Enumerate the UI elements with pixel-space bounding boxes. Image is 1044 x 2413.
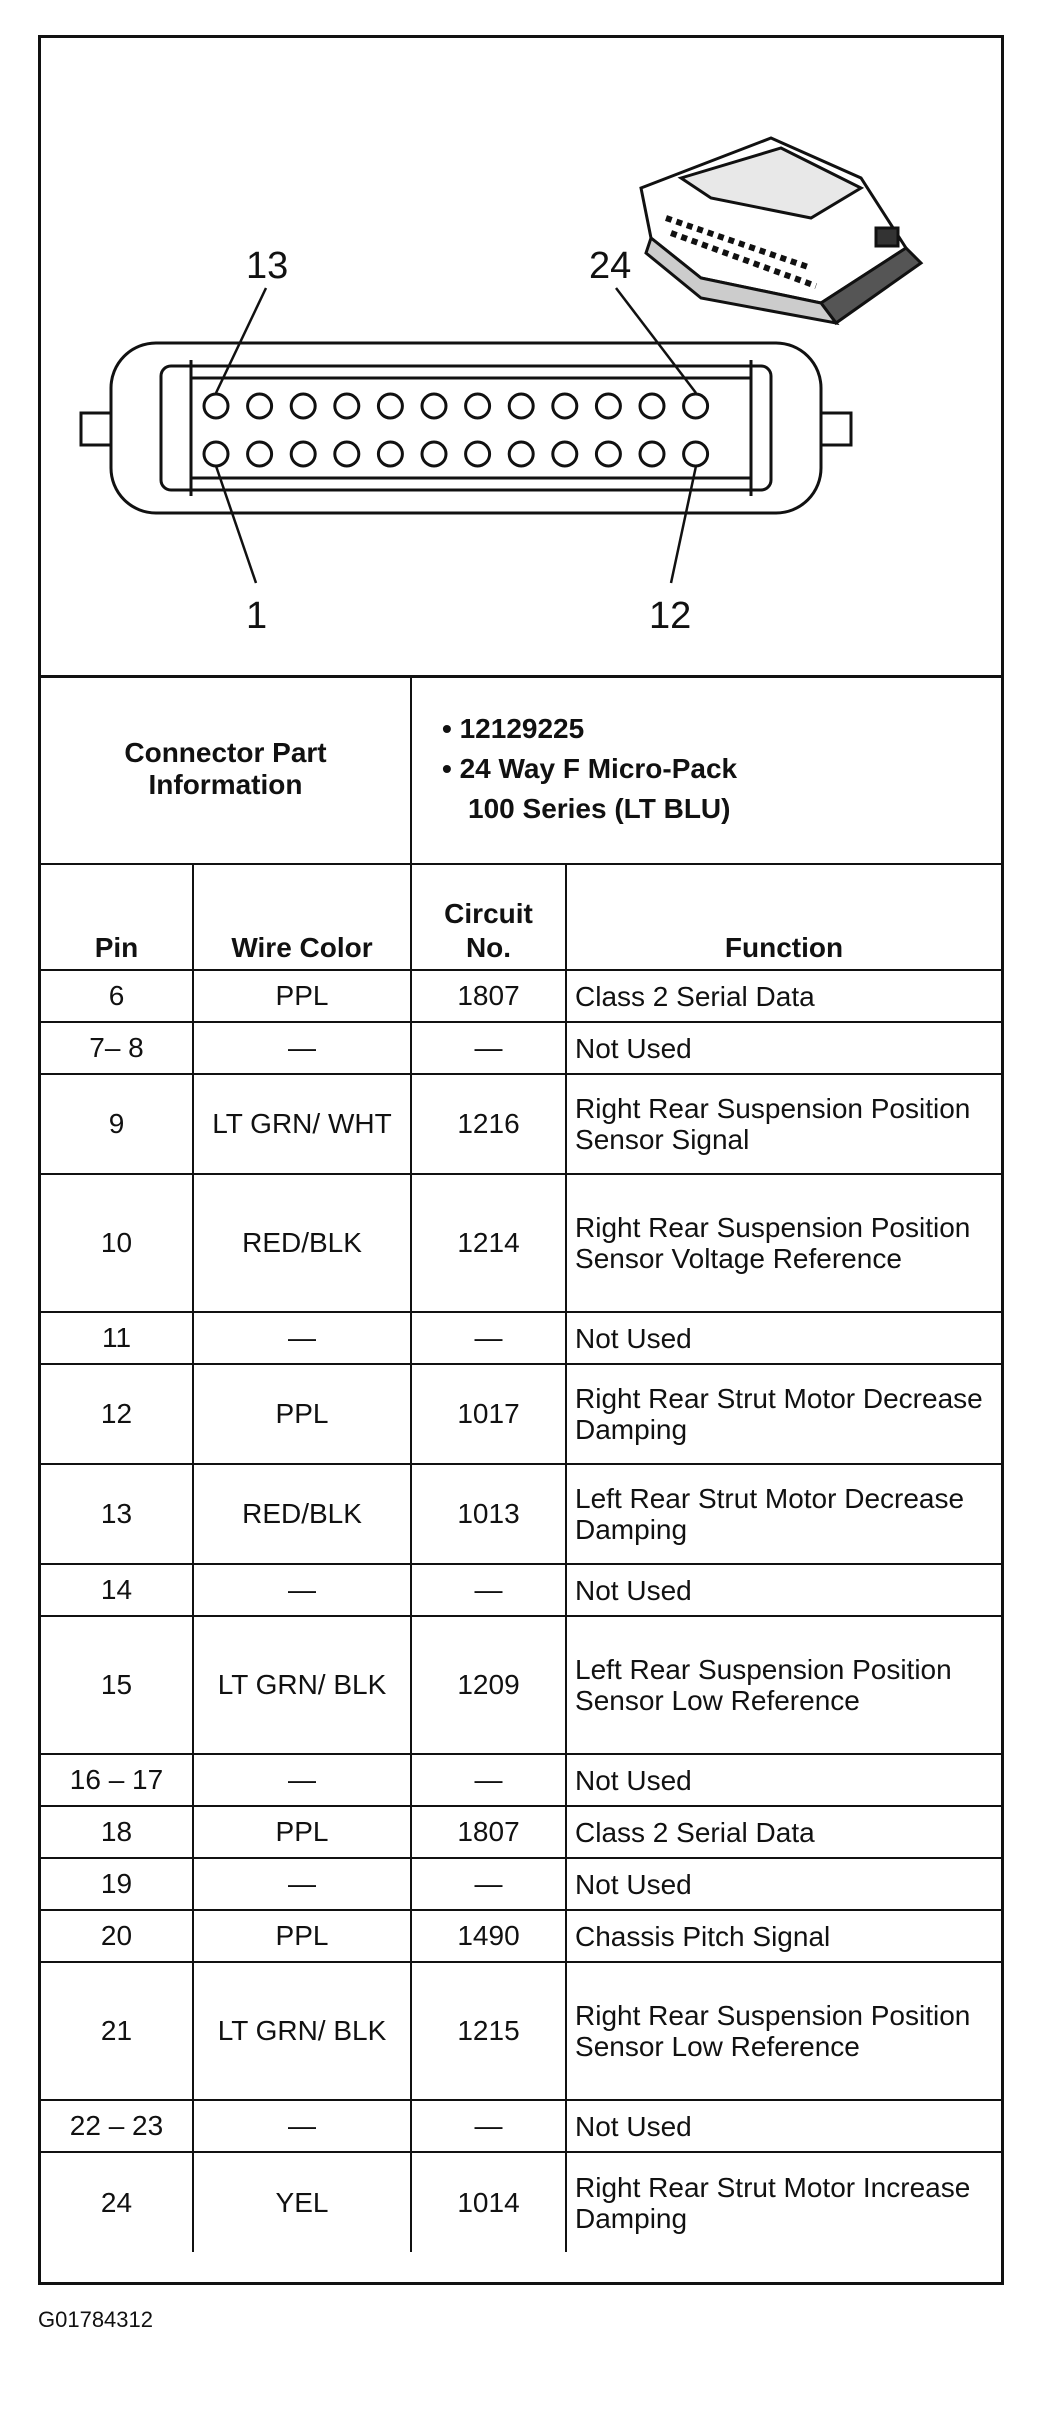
table-row [41, 1962, 1001, 2100]
wire-color-cell: PPL [193, 1364, 411, 1464]
function-cell: Not Used [566, 1022, 1001, 1074]
function-cell: Left Rear Suspension Position Sensor Low Reference [566, 1616, 1001, 1754]
function-cell: Class 2 Serial Data [566, 970, 1001, 1022]
table-row [41, 970, 1001, 1022]
wire-color-cell: YEL [193, 2152, 411, 2252]
table-row [41, 1616, 1001, 1754]
header-wire-color: Wire Color [193, 864, 411, 970]
table-row [41, 1464, 1001, 1564]
table-row [41, 2100, 1001, 2152]
circuit-cell: — [411, 1312, 566, 1364]
connector-face-drawing [41, 38, 1001, 678]
header-circuit-no: Circuit No. [411, 864, 566, 970]
connector-thumbnail-illustration [641, 138, 921, 323]
pin-hole [596, 442, 620, 466]
table-row [41, 1564, 1001, 1616]
connector-sheet [38, 35, 1004, 2285]
wire-color-cell: PPL [193, 1910, 411, 1962]
function-cell: Right Rear Strut Motor Decrease Damping [566, 1364, 1001, 1464]
pin-hole [335, 394, 359, 418]
pin-hole [640, 442, 664, 466]
table-row [41, 1754, 1001, 1806]
pin-cell: 24 [41, 2152, 193, 2252]
wire-color-cell: RED/BLK [193, 1464, 411, 1564]
table-row [41, 1806, 1001, 1858]
pin-cell: 20 [41, 1910, 193, 1962]
pin-hole [509, 442, 533, 466]
pin-hole [291, 394, 315, 418]
connector-info-values [411, 675, 1001, 864]
function-cell: Not Used [566, 2100, 1001, 2152]
pin-hole [466, 394, 490, 418]
function-cell: Right Rear Strut Motor Increase Damping [566, 2152, 1001, 2252]
function-cell: Class 2 Serial Data [566, 1806, 1001, 1858]
pin-cell: 14 [41, 1564, 193, 1616]
wire-color-cell: PPL [193, 970, 411, 1022]
circuit-cell: — [411, 2100, 566, 2152]
wire-color-cell: LT GRN/ BLK [193, 1616, 411, 1754]
table-row [41, 1910, 1001, 1962]
circuit-cell: 1209 [411, 1616, 566, 1754]
table-row [41, 2152, 1001, 2252]
pin-hole [466, 442, 490, 466]
table-row [41, 1858, 1001, 1910]
wire-color-cell: RED/BLK [193, 1174, 411, 1312]
pin-hole [204, 442, 228, 466]
pin-hole [422, 442, 446, 466]
circuit-cell: 1215 [411, 1962, 566, 2100]
function-cell: Not Used [566, 1754, 1001, 1806]
wire-color-cell: LT GRN/ WHT [193, 1074, 411, 1174]
pin-hole [204, 394, 228, 418]
connector-diagram [41, 38, 1001, 678]
function-cell: Right Rear Suspension Position Sensor Signal [566, 1074, 1001, 1174]
circuit-cell: 1807 [411, 1806, 566, 1858]
function-cell: Right Rear Suspension Position Sensor Voltage Reference [566, 1174, 1001, 1312]
circuit-cell: 1017 [411, 1364, 566, 1464]
circuit-cell: 1490 [411, 1910, 566, 1962]
connector-face-outline [81, 343, 851, 513]
header-pin: Pin [41, 864, 193, 970]
pin-leader-lines [216, 288, 696, 583]
wire-color-cell: — [193, 1312, 411, 1364]
wire-color-cell: — [193, 1022, 411, 1074]
pin-hole [640, 394, 664, 418]
circuit-cell: — [411, 1858, 566, 1910]
figure-code: G01784312 [38, 2307, 153, 2332]
connector-info-row [41, 675, 1001, 864]
pin-holes [204, 394, 708, 466]
wire-color-cell: — [193, 1754, 411, 1806]
circuit-cell: 1014 [411, 2152, 566, 2252]
function-cell: Right Rear Suspension Position Sensor Low Reference [566, 1962, 1001, 2100]
table-row [41, 1364, 1001, 1464]
pin-hole [422, 394, 446, 418]
pin-hole [509, 394, 533, 418]
pin-hole [553, 442, 577, 466]
wire-color-cell: PPL [193, 1806, 411, 1858]
circuit-cell: 1214 [411, 1174, 566, 1312]
table-row [41, 1174, 1001, 1312]
pin-cell: 12 [41, 1364, 193, 1464]
circuit-cell: 1807 [411, 970, 566, 1022]
wire-color-cell: — [193, 1858, 411, 1910]
pin-hole [684, 394, 708, 418]
connector-info-value: 100 Series (LT BLU) [468, 793, 731, 824]
pin-cell: 19 [41, 1858, 193, 1910]
function-cell: Not Used [566, 1564, 1001, 1616]
pinout-table [41, 675, 1001, 2252]
pin-hole [684, 442, 708, 466]
pin-hole [335, 442, 359, 466]
circuit-cell: 1013 [411, 1464, 566, 1564]
pin-cell: 11 [41, 1312, 193, 1364]
pin-cell: 21 [41, 1962, 193, 2100]
pin-hole [596, 394, 620, 418]
function-cell: Not Used [566, 1858, 1001, 1910]
pin-hole [248, 394, 272, 418]
pin-label-24: 24 [589, 245, 632, 287]
table-row [41, 1312, 1001, 1364]
wire-color-cell: — [193, 2100, 411, 2152]
pin-cell: 10 [41, 1174, 193, 1312]
pin-cell: 15 [41, 1616, 193, 1754]
pin-label-13: 13 [246, 245, 289, 287]
connector-info-value: • 24 Way F Micro-Pack [442, 753, 738, 784]
table-row [41, 1074, 1001, 1174]
pin-hole [248, 442, 272, 466]
table-row [41, 1022, 1001, 1074]
function-cell: Not Used [566, 1312, 1001, 1364]
circuit-cell: 1216 [411, 1074, 566, 1174]
connector-info-value: • 12129225 [442, 713, 585, 744]
wire-color-cell: LT GRN/ BLK [193, 1962, 411, 2100]
function-cell: Chassis Pitch Signal [566, 1910, 1001, 1962]
pin-cell: 9 [41, 1074, 193, 1174]
circuit-cell: — [411, 1754, 566, 1806]
pin-label-1: 1 [246, 595, 268, 637]
connector-info-label: Connector Part Information [41, 675, 411, 864]
pin-cell: 13 [41, 1464, 193, 1564]
circuit-cell: — [411, 1022, 566, 1074]
pin-hole [553, 394, 577, 418]
pin-label-12: 12 [649, 595, 692, 637]
pin-cell: 18 [41, 1806, 193, 1858]
table-header-row [41, 864, 1001, 970]
pin-hole [291, 442, 315, 466]
pin-hole [378, 442, 402, 466]
pin-cell: 7– 8 [41, 1022, 193, 1074]
header-function: Function [566, 864, 1001, 970]
pin-hole [378, 394, 402, 418]
function-cell: Left Rear Strut Motor Decrease Damping [566, 1464, 1001, 1564]
pin-cell: 22 – 23 [41, 2100, 193, 2152]
wire-color-cell: — [193, 1564, 411, 1616]
pin-cell: 16 – 17 [41, 1754, 193, 1806]
circuit-cell: — [411, 1564, 566, 1616]
pin-cell: 6 [41, 970, 193, 1022]
